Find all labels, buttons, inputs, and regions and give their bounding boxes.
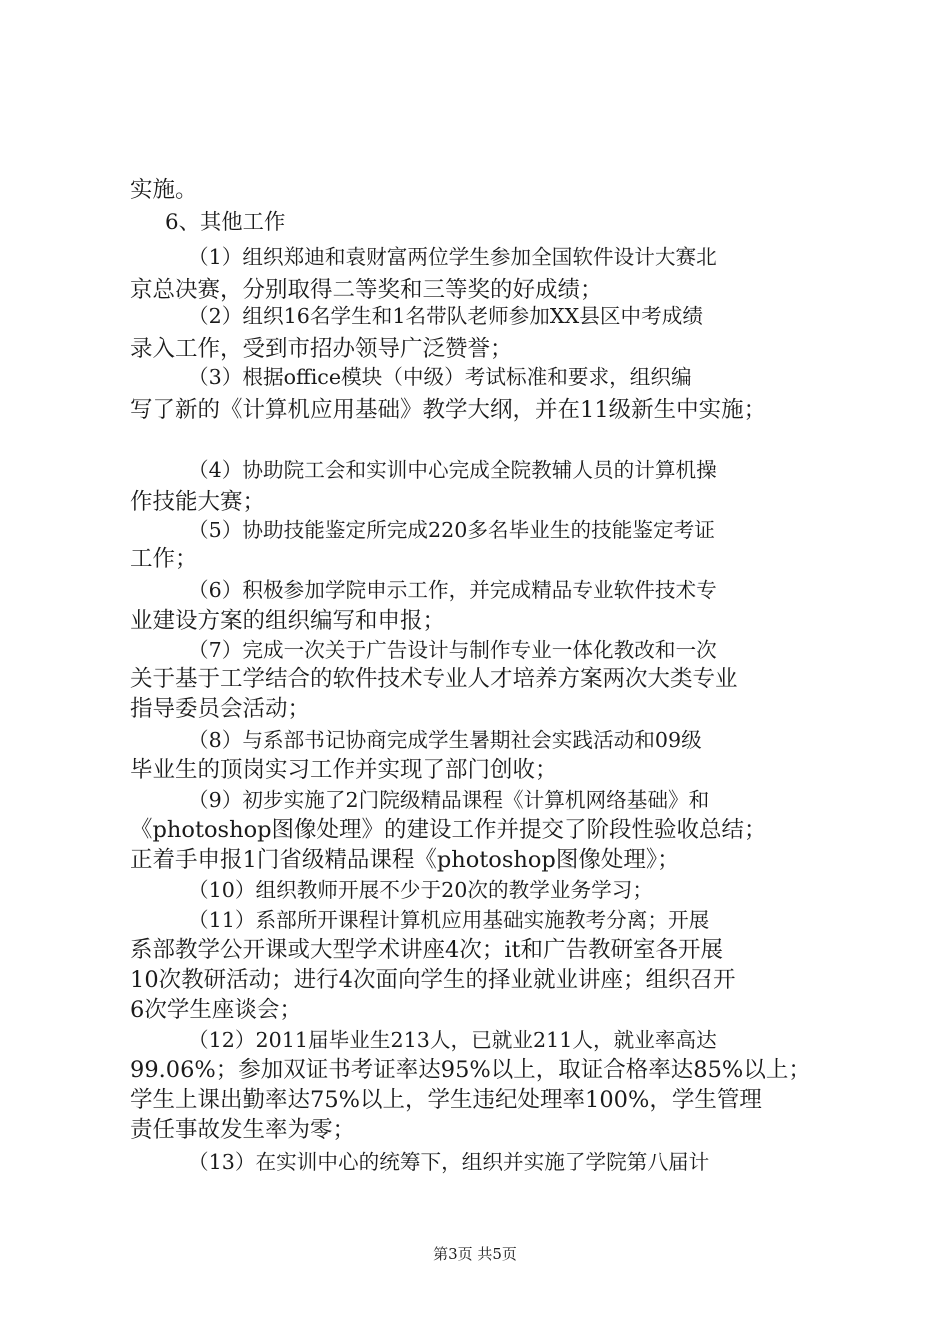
text-line: （8）与系部书记协商完成学生暑期社会实践活动和09级 xyxy=(188,728,702,752)
section-heading: 6、其他工作 xyxy=(165,210,286,235)
text-line: （3）根据office模块（中级）考试标准和要求，组织编 xyxy=(188,365,692,389)
text-line: （9）初步实施了2门院级精品课程《计算机网络基础》和 xyxy=(188,788,710,812)
text-line: 工作； xyxy=(130,546,198,572)
text-line: 写了新的《计算机应用基础》教学大纲，并在11级新生中实施； xyxy=(130,397,767,423)
text-line: 99.06%；参加双证书考证率达95%以上，取证合格率达85%以上； xyxy=(130,1057,811,1083)
text-line: 责任事故发生率为零； xyxy=(130,1117,356,1143)
text-line: （6）积极参加学院申示工作，并完成精品专业软件技术专 xyxy=(188,578,717,602)
text-line: （7）完成一次关于广告设计与制作专业一体化教改和一次 xyxy=(188,638,717,662)
text-line: 学生上课出勤率达75%以上，学生违纪处理率100%，学生管理 xyxy=(130,1087,762,1113)
text-line: （5）协助技能鉴定所完成220多名毕业生的技能鉴定考证 xyxy=(188,518,715,542)
text-line: 关于基于工学结合的软件技术专业人才培养方案两次大类专业 xyxy=(130,666,738,692)
text-line: 毕业生的顶岗实习工作并实现了部门创收； xyxy=(130,757,558,783)
text-line: （12）2011届毕业生213人，已就业211人，就业率高达 xyxy=(188,1028,717,1052)
page-number-footer: 第3页 共5页 xyxy=(433,1245,517,1263)
text-line: 京总决赛，分别取得二等奖和三等奖的好成绩； xyxy=(130,277,603,303)
text-line: 录入工作，受到市招办领导广泛赞誉； xyxy=(130,336,513,362)
text-line: 正着手申报1门省级精品课程《photoshop图像处理》； xyxy=(130,847,680,873)
text-line: 10次教研活动；进行4次面向学生的择业就业讲座；组织召开 xyxy=(130,967,736,993)
text-line: （4）协助院工会和实训中心完成全院教辅人员的计算机操 xyxy=(188,458,717,482)
text-line: 指导委员会活动； xyxy=(130,696,311,722)
text-line: （10）组织教师开展不少于20次的教学业务学习； xyxy=(188,878,653,902)
text-line: （2）组织16名学生和1名带队老师参加XX县区中考成绩 xyxy=(188,304,703,328)
text-line: 业建设方案的组织编写和申报； xyxy=(130,608,446,634)
text-line: 实施。 xyxy=(130,177,198,203)
text-line: （1）组织郑迪和袁财富两位学生参加全国软件设计大赛北 xyxy=(188,245,717,269)
text-line: 6次学生座谈会； xyxy=(130,997,302,1023)
text-line: 系部教学公开课或大型学术讲座4次；it和广告教研室各开展 xyxy=(130,937,724,963)
text-line: （11）系部所开课程计算机应用基础实施教考分离；开展 xyxy=(188,908,710,932)
text-line: 作技能大赛； xyxy=(130,489,266,515)
text-line: （13）在实训中心的统筹下，组织并实施了学院第八届计 xyxy=(188,1150,710,1174)
text-line: 《photoshop图像处理》的建设工作并提交了阶段性验收总结； xyxy=(130,817,767,843)
